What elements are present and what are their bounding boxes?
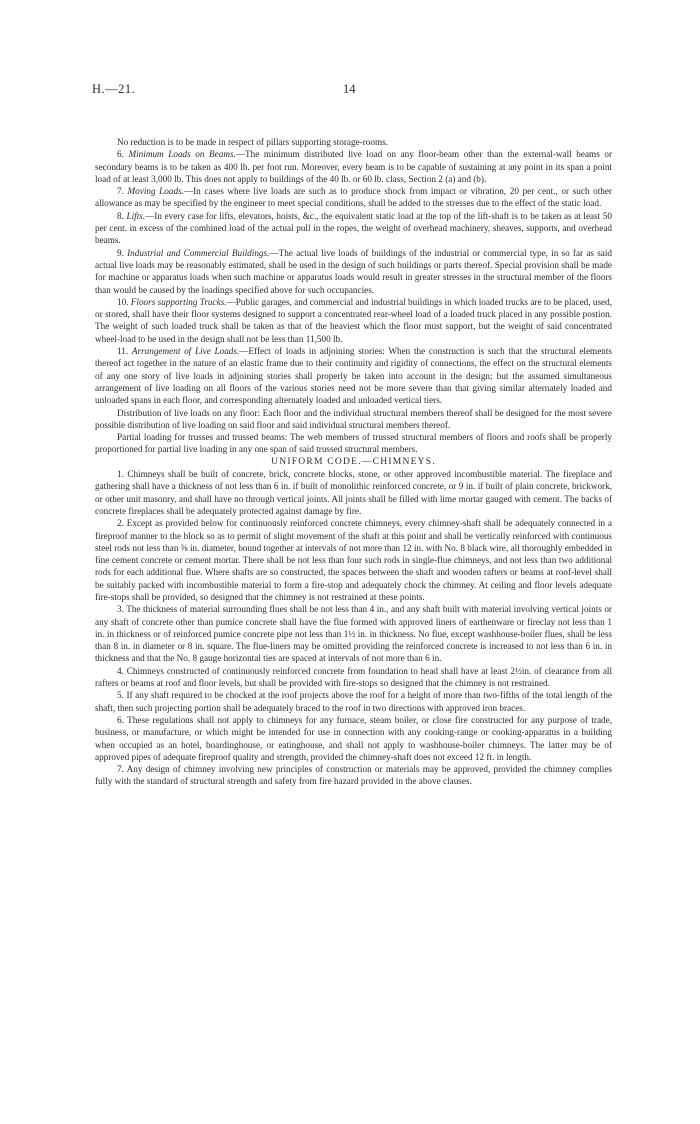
- page-number: 14: [343, 82, 356, 96]
- paragraph: 7. Moving Loads.—In cases where live loads are such as to produce shock from impact or vibration, 20 per cent., or such other allowance as may be specified by the engineer to meet special conditions, shall be added to the stresses due to the effect of the static load.: [95, 186, 612, 209]
- paragraph: 11. Arrangement of Live Loads.—Effect of loads in adjoining stories: When the construction is such that the structural elements thereof act together in the nature of an elastic frame due to their continuity and rigidity of connections, the effect on the structural elements of any one story of live loads in adjoining stories shall properly be taken into account in the design; but the assumed simultaneous arrangement of live loading on all floors of the various stories need not be more severe than that giving similar alternately loaded and unloaded spans in each floor, and corresponding alternately loaded and unloaded vertical tiers.: [95, 346, 612, 406]
- paragraph: 9. Industrial and Commercial Buildings.—The actual live loads of buildings of the industrial or commercial type, in so far as said actual live loads may be reasonably estimated, shall be used in the design of such buildings or parts thereof. Special provision shall be made for machine or apparatus loads when such machine or apparatus loads would result in greater stresses in the structural member of the floors than would be caused by the loadings specified above for such occupancies.: [95, 247, 612, 295]
- chimney-paragraph: 4. Chimneys constructed of continuously reinforced concrete from foundation to head shall have at least 2½in. of clearance from all rafters or beams at roof and floor levels, but shall be provided with fire-stops so designed that the chimney is not restrained.: [95, 665, 612, 689]
- paragraph: No reduction is to be made in respect of pillars supporting storage-rooms.: [117, 137, 388, 147]
- paragraph: 10. Floors supporting Trucks.—Public garages, and commercial and industrial buildings in which loaded trucks are to be placed, used, or stored, shall have their floor systems designed to support a concentrated rear-wheel load of a loaded truck placed in any possible postion. The weight of such loaded truck shall be taken as that of the heaviest which the floor must support, but the weight of said concentrated wheel-load to be used in the design shall not be less than 11,500 lb.: [95, 296, 612, 344]
- paragraph-title: Floors supporting Trucks.: [130, 296, 227, 307]
- paragraph: 8. Lifts.—In every case for lifts, elevators, hoists, &c., the equivalent static load at the top of the lift-shaft is to be taken as at least 50 per cent. in excess of the combined load of the actual pull in the ropes, the weight of overhead machinery, sheaves, supports, and overhead beams.: [95, 210, 613, 246]
- chimney-paragraph: 3. The thickness of material surrounding flues shall be not less than 4 in., and any shaft built with material involving vertical joints or any shaft of concrete other than pumice concrete shall have the flue formed with approved liners of earthenware or fireclay not less than 1 in. in thickness or of reinforced pumice concrete pipe not less than 1½ in. in thickness. No flue, except washhouse-boiler flues, shall be less than 8 in. in diameter or 8 in. square. The flue-liners may be omitted providing the reinforced concrete is increased to not less than 6 in. in thickness and that the No. 8 gauge horizontal ties are spaced at intervals of not more than 6 in.: [95, 604, 612, 664]
- paragraph-title: Moving Loads.: [127, 186, 184, 197]
- paragraph-title: Lifts.: [126, 210, 146, 221]
- paragraph-title: Industrial and Commercial Buildings.: [127, 247, 270, 258]
- document-body: [95, 136, 612, 788]
- chimney-paragraph: 6. These regulations shall not apply to chimneys for any furnace, steam boiler, or close fire constructed for any purpose of trade, business, or manufacture, or which might be intended for use in connection with any cooking-range or cooking-apparatus in a building when occupied as an hotel, boardinghouse, or eatinghouse, and shall not apply to washhouse-boiler chimneys. The latter may be of approved pipes of adequate fireproof quality and strength, provided the chimney-shaft does not exceed 12 ft. in length.: [95, 714, 612, 762]
- paragraph-title: Arrangement of Live Loads.: [131, 346, 240, 357]
- chimney-paragraph: 5. If any shaft required to be chocked at the roof projects above the roof for a height of more than two-fifths of the total length of the shaft, then such projecting portion shall be adequately braced to the roof in two directions with approved iron braces.: [95, 690, 612, 713]
- document-reference: H.—21.: [92, 82, 136, 96]
- paragraph: Distribution of live loads on any floor: Each floor and the individual structural members thereof shall be designed for the most severe possible distribution of live loading on said floor and said individual structural members thereof.: [95, 407, 612, 430]
- chimney-paragraph: 2. Except as provided below for continuously reinforced concrete chimneys, every chimney-shaft shall be adequately connected in a fireproof manner to the block so as to permit of slight movement of the shaft at this point and shall be vertically reinforced with continuous steel rods not less than ⅜ in. diameter, bound together at intervals of not more than 12 in. with No. 8 black wire, all thoroughly embedded in fine cement concrete or cement mortar. There shall be not less than four such rods in single-flue chimneys, and not less than two additional rods for each additional flue. Where shafts are so constructed, the spaces between the shaft and wooden rafters or beams at roof-level shall be suitably packed with incombustible material to form a fire-stop and adequately chock the chimney. At ceiling and floor levels adequate fire-stops shall be provided, so designed that the chimney is not restrained at these points.: [95, 518, 612, 602]
- chimney-paragraph: 7. Any design of chimney involving new principles of construction or materials may be approved, provided the chimney complies fully with the standard of structural strength and safety from fire hazard provided in the above clauses.: [95, 764, 612, 787]
- paragraph: 6. Minimum Loads on Beams.—The minimum distributed live load on any floor-beam other than the external-wall beams or secondary beams is to be taken as 400 lb. per foot run. Moreover, every beam is to be capable of sustaining at any point in its span a point load of at least 3,000 lb. This does not apply to buildings of the 40 lb. or 60 lb. class, Section 2 (a) and (b).: [95, 149, 613, 184]
- paragraph: Partial loading for trusses and trussed beams: The web members of trussed structural members of floors and roofs shall be properly proportioned for partial live loading in any one span of said trussed structural members.: [95, 432, 612, 455]
- paragraph-title: Minimum Loads on Beams.: [128, 149, 236, 160]
- section-heading: UNIFORM CODE.—CHIMNEYS.: [271, 455, 436, 467]
- chimney-paragraph: 1. Chimneys shall be built of concrete, brick, concrete blocks, stone, or other approved incombustible material. The fireplace and gathering shall have a thickness of not less than 6 in. if built of monolithic reinforced concrete, or 9 in. if built of plain concrete, brickwork, or other unit masonry, and shall have no through vertical joints. All joints shall be filled with lime mortar gauged with cement. The backs of concrete fireplaces shall be adequately protected against damage by fire.: [95, 469, 612, 516]
